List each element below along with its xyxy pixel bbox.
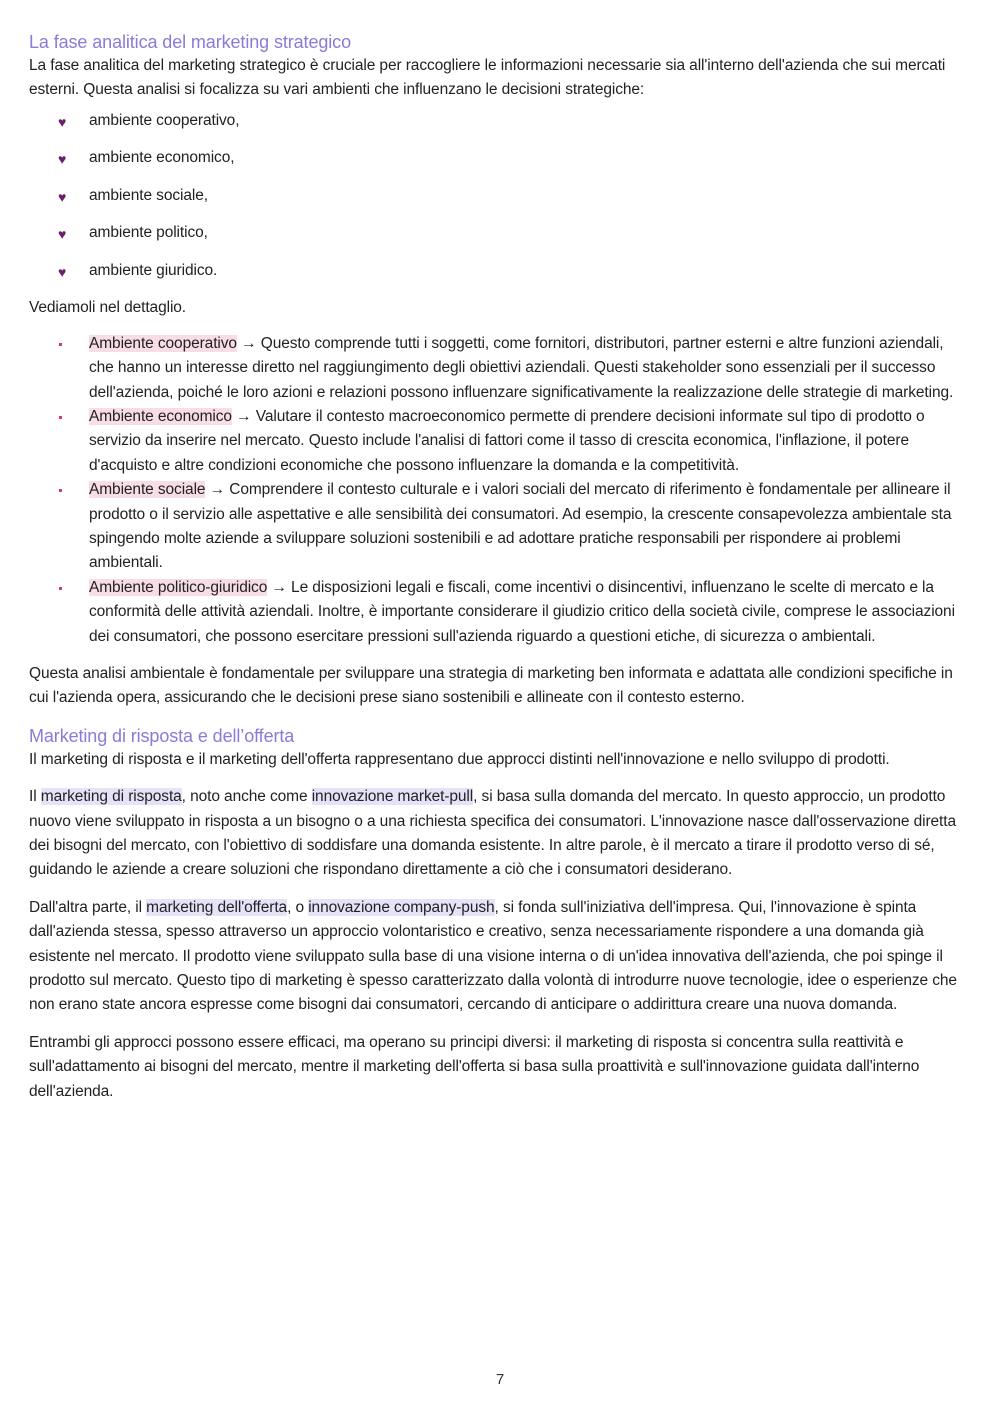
heart-icon: ♥ (58, 263, 67, 280)
square-bullet-icon (59, 489, 62, 492)
heart-icon: ♥ (58, 151, 67, 168)
paragraph: Il marketing di risposta e il marketing dell'offerta rappresentano due approcci distinti nell'innovazione e nello sviluppo di prodotti. (29, 750, 890, 768)
paragraph: Questa analisi ambientale è fondamentale per sviluppare una strategia di marketing ben informata e adattata alle condizioni specifiche in cui l'azienda opera, assicurando che le decisioni prese siano sostenibili e allineate con il contesto esterno. (29, 665, 953, 707)
highlighted-term: innovazione company-push (308, 898, 495, 916)
list-item: ♥ ambiente politico, (29, 221, 971, 245)
list-item: ♥ ambiente sociale, (29, 184, 971, 208)
page-number: 7 (495, 1371, 505, 1388)
highlighted-term: Ambiente economico (89, 407, 232, 425)
highlighted-term: marketing dell'offerta (146, 898, 288, 916)
paragraph: Il marketing di risposta, noto anche come innovazione market-pull, si basa sulla domanda del mercato. In questo approccio, un prodotto nuovo viene sviluppato in risposta a un bisogno o a una richiesta specifica dei consumatori. L'innovazione nasce dall'osservazione diretta dei bisogni del mercato, con l'obiettivo di soddisfare una domanda esistente. In altre parole, è il mercato a tirare il prodotto verso di sé, guidando le aziende a creare soluzioni che rispondano direttamente a ciò che i consumatori desiderano. (29, 788, 956, 879)
heart-icon: ♥ (58, 113, 67, 130)
highlighted-term: Ambiente sociale (89, 481, 206, 499)
list-item: ♥ ambiente cooperativo, (29, 109, 971, 133)
heart-icon: ♥ (58, 226, 67, 243)
square-bullet-icon (59, 343, 62, 346)
paragraph: Vediamoli nel dettaglio. (29, 299, 187, 317)
paragraph: Entrambi gli approcci possono essere efficaci, ma operano su principi diversi: il marketing di risposta si concentra sulla reattività e sull'adattamento ai bisogni del mercato, mentre il marketing dell'offerta si basa sulla proattività e sull'innovazione guidata dall'interno dell'azienda. (29, 1033, 920, 1100)
detail-item: Ambiente politico-giuridico → Le disposizioni legali e fiscali, come incentivi o disincentivi, influenzano le scelte di mercato e la conformità delle attività aziendali. Inoltre, è importante considerare il giudizio critico della società civile, comprese le associazioni dei consumatori, che possono esercitare pressioni sull'azienda riguardo a questioni etiche, di sicurezza o ambientali. (29, 576, 971, 649)
highlighted-term: innovazione market-pull (311, 788, 474, 806)
list-item: ♥ ambiente economico, (29, 146, 971, 170)
document-page (29, 30, 971, 1104)
paragraph: Dall'altra parte, il marketing dell'offerta, o innovazione company-push, si fonda sull'iniziativa dell'impresa. Qui, l'innovazione è spinta dall'azienda stessa, spesso attraverso un approccio volontaristico e creativo, senza necessariamente rispondere a una domanda già esistente nel mercato. Il prodotto viene sviluppato sulla base di una visione interna o di un'idea innovativa dell'azienda, che poi spinge il prodotto sul mercato. Questo tipo di marketing è spesso caratterizzato dalla volontà di introdurre nuove tecnologie, idee o esperienze che non erano state ancora espresse come bisogni dai consumatori, cercando di anticipare o addirittura creare una nuova domanda. (29, 898, 957, 1014)
highlighted-term: marketing di risposta (40, 788, 182, 806)
section-heading: La fase analitica del marketing strategico (29, 32, 351, 52)
square-bullet-icon (59, 587, 62, 590)
detail-item: Ambiente cooperativo → Questo comprende tutti i soggetti, come fornitori, distributori, partner esterni e altre funzioni aziendali, che hanno un interesse diretto nel raggiungimento degli obiettivi aziendali. Questi stakeholder sono essenziali per il successo dell'azienda, poiché le loro azioni e relazioni possono influenzare significativamente la realizzazione delle strategie di marketing. (29, 332, 971, 405)
square-bullet-icon (59, 416, 62, 419)
detail-item: Ambiente sociale → Comprendere il contesto culturale e i valori sociali del mercato di riferimento è fondamentale per allineare il prodotto o il servizio alle aspettative e alle sensibilità dei consumatori. Ad esempio, la crescente consapevolezza ambientale sta spingendo molte aziende a sviluppare soluzioni sostenibili e ad adottare pratiche responsabili per rispondere ai problemi ambientali. (29, 478, 971, 576)
detail-item: Ambiente economico → Valutare il contesto macroeconomico permette di prendere decisioni informate sul tipo di prodotto o servizio da inserire nel mercato. Questo include l'analisi di fattori come il tasso di crescita economica, l'inflazione, il potere d'acquisto e altre condizioni economiche che possono influenzare la domanda e la competitività. (29, 405, 971, 478)
heart-icon: ♥ (58, 188, 67, 205)
list-item: ♥ ambiente giuridico. (29, 259, 971, 283)
highlighted-term: Ambiente politico-giuridico (89, 578, 268, 596)
highlighted-term: Ambiente cooperativo (89, 334, 237, 352)
environment-detail-list (29, 332, 971, 649)
environment-list (29, 109, 971, 283)
paragraph: La fase analitica del marketing strategico è cruciale per raccogliere le informazioni necessarie sia all'interno dell'azienda che sui mercati esterni. Questa analisi si focalizza su vari ambienti che influenzano le decisioni strategiche: (29, 57, 946, 99)
section-heading: Marketing di risposta e dell’offerta (29, 725, 295, 746)
